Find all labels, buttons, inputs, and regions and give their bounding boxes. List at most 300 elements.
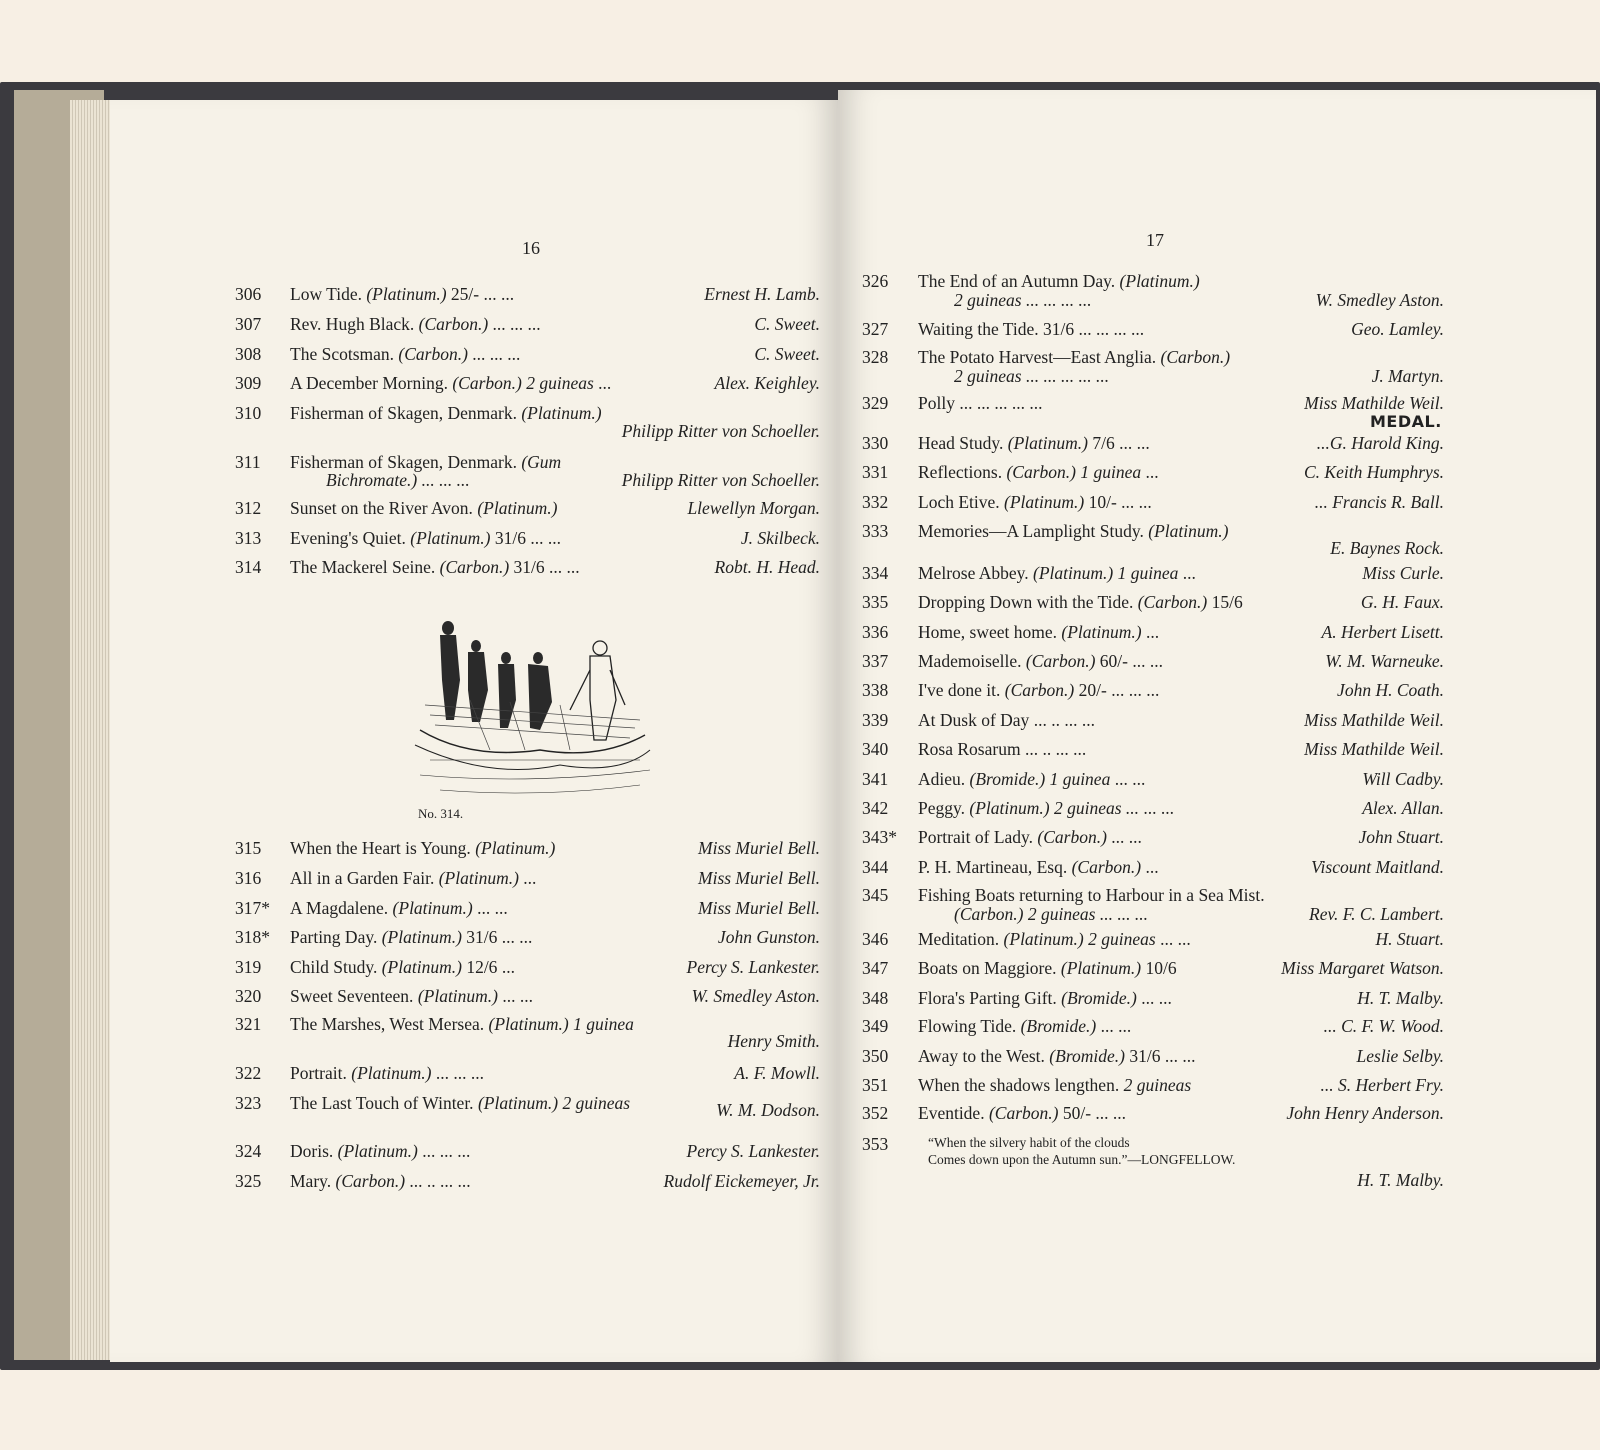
entry-title: Fishing Boats returning to Harbour in a Sea Mist. (918, 885, 1265, 905)
entry-process: (Carbon.) (1006, 462, 1076, 482)
entry-price: 15/6 (1211, 592, 1243, 612)
leader-dots: ... ... (1143, 798, 1175, 818)
entry-process: (Platinum.) (1033, 563, 1114, 583)
entry-title-line (290, 498, 558, 519)
entry-title-line (918, 347, 1230, 368)
entry-number: 308 (235, 344, 262, 364)
entry-number: 345 (862, 885, 889, 905)
entry-author: Miss Mathilde Weil. (1304, 710, 1444, 730)
entry-author: A. Herbert Lisett. (1321, 622, 1444, 642)
entry-process: (Carbon.) (1071, 857, 1142, 877)
entry-title: Parting Day. (290, 927, 378, 947)
entry-price: 10/6 (1145, 958, 1177, 978)
leader-dots: ... (1182, 563, 1196, 583)
entry-price: 1 guinea (1049, 769, 1111, 789)
catalogue-entry (235, 344, 820, 366)
entry-title: Home, sweet home. (918, 622, 1057, 642)
catalogue-entry (235, 284, 820, 306)
entry-number: 329 (862, 393, 889, 413)
leader-dots: ... ... (1160, 929, 1191, 949)
entry-price: 31/6 ... (1043, 319, 1092, 339)
leader-dots: ... ... (1100, 1016, 1132, 1036)
entry-author: Miss Muriel Bell. (698, 898, 820, 918)
entry-title: Head Study. (918, 433, 1004, 453)
leader-dots: ... (1138, 492, 1152, 512)
catalogue-entry (235, 927, 820, 949)
entry-price: 31/6 ... (1129, 1046, 1178, 1066)
entry-author: ... C. F. W. Wood. (1323, 1016, 1444, 1036)
entry-title: Mary. (290, 1171, 332, 1191)
entry-number: 317* (235, 898, 270, 918)
entry-title-line (918, 521, 1228, 542)
entry-title-line (918, 1016, 1131, 1037)
entry-process: (Platinum.) (1004, 492, 1085, 512)
entry-title: Mademoiselle. (918, 651, 1022, 671)
catalogue-entry (235, 957, 820, 979)
entry-title: When the shadows lengthen. (918, 1075, 1120, 1095)
entry-title: Adieu. (918, 769, 966, 789)
entry-title-line (918, 622, 1159, 643)
entry-number: 328 (862, 347, 889, 367)
entry-price: 31/6 (466, 927, 498, 947)
catalogue-entry (862, 347, 1444, 369)
entry-author: G. H. Faux. (1360, 592, 1444, 612)
entry-price: 2 guineas ... (1053, 798, 1140, 818)
catalogue-entry (235, 557, 820, 579)
entry-author: Miss Muriel Bell. (698, 868, 820, 888)
entry-price: 1 guinea (1117, 563, 1179, 583)
entry-number: 315 (235, 838, 262, 858)
entry-process: (Gum (521, 452, 562, 472)
entry-title: Dropping Down with the Tide. (918, 592, 1134, 612)
entry-author: A. F. Mowll. (734, 1063, 820, 1083)
entry-title: The Potato Harvest—East Anglia. (918, 347, 1157, 367)
entry-title-line (290, 403, 602, 424)
entry-title: Evening's Quiet. (290, 528, 406, 548)
entry-title-line (290, 957, 515, 978)
entry-number: 326 (862, 271, 889, 291)
entry-process: (Platinum.) (475, 838, 556, 858)
catalogue-entry (235, 838, 820, 860)
leader-dots: ... ... ... (1111, 680, 1160, 700)
catalogue-entry (862, 319, 1444, 341)
entry-title-line (918, 319, 1144, 340)
entry-author: Will Cadby. (1362, 769, 1444, 789)
entry-author: Miss Mathilde Weil. (1304, 393, 1444, 413)
entry-process: (Carbon.) (452, 373, 522, 393)
entry-number: 337 (862, 651, 889, 671)
catalogue-entry (235, 528, 820, 550)
entry-title-line (918, 988, 1172, 1009)
leader-dots: ... ... (483, 284, 515, 304)
leader-dots: ... ... ... (435, 1063, 484, 1083)
catalogue-entry (862, 827, 1444, 849)
leader-dots: ... ... (530, 528, 561, 548)
entry-process: (Platinum.) (366, 284, 447, 304)
entry-number: 314 (235, 557, 262, 577)
entry-price: 12/6 (466, 957, 498, 977)
entry-author: W. M. Dodson. (716, 1100, 820, 1120)
catalogue-entry (862, 393, 1444, 415)
entry-process: (Bromide.) (1061, 988, 1137, 1008)
entry-process: (Platinum.) (1060, 958, 1142, 978)
entry-title-line (290, 1014, 634, 1035)
entry-title-line (918, 433, 1150, 454)
entry-process: (Platinum.) (381, 927, 462, 947)
entry-title: Waiting the Tide. (918, 319, 1039, 339)
page-number: 17 (1146, 230, 1164, 250)
entry-title-line (918, 1046, 1195, 1067)
entry-number: 313 (235, 528, 262, 548)
entry-author: Rudolf Eickemeyer, Jr. (663, 1171, 820, 1191)
entry-author: W. M. Warneuke. (1325, 651, 1444, 671)
entry-title: Portrait. (290, 1063, 347, 1083)
entry-number: 323 (235, 1093, 262, 1113)
entry-author: Miss Muriel Bell. (698, 838, 820, 858)
entry-author: W. Smedley Aston. (691, 986, 820, 1006)
entry-number: 349 (862, 1016, 889, 1036)
entry-title: A Magdalene. (290, 898, 389, 918)
entry-number: 321 (235, 1014, 262, 1034)
entry-price: 1 guinea (573, 1014, 634, 1034)
entry-number: 331 (862, 462, 889, 482)
leader-dots: ... (501, 957, 515, 977)
catalogue-entry (235, 986, 820, 1008)
entry-number: 320 (235, 986, 262, 1006)
catalogue-entry (235, 1141, 820, 1163)
entry-continuation: Bichromate.) ... ... ... (326, 470, 470, 490)
entry-process: (Carbon.) (1037, 827, 1107, 847)
entry-title: The Mackerel Seine. (290, 557, 436, 577)
entry-number: 319 (235, 957, 262, 977)
entry-title: P. H. Martineau, Esq. (918, 857, 1068, 877)
entry-author: ...G. Harold King. (1316, 433, 1444, 453)
entry-author: Miss Curle. (1362, 563, 1444, 583)
entry-number: 332 (862, 492, 889, 512)
entry-title: Melrose Abbey. (918, 563, 1029, 583)
leader-dots: ... (523, 868, 537, 888)
entry-author: John Stuart. (1358, 827, 1444, 847)
entry-title-line (918, 563, 1196, 584)
entry-author: Philipp Ritter von Schoeller. (621, 421, 820, 441)
leader-dots: ... (1145, 462, 1159, 482)
entry-number: 341 (862, 769, 889, 789)
entry-process: (Carbon.) (335, 1171, 406, 1191)
entry-number: 324 (235, 1141, 262, 1161)
entry-author: C. Sweet. (754, 344, 820, 364)
leader-dots: ... (1145, 622, 1160, 642)
entry-process: (Platinum.) (351, 1063, 432, 1083)
entry-number: 351 (862, 1075, 889, 1095)
entry-process: (Platinum.) (1148, 521, 1229, 541)
entry-title-line (290, 1063, 484, 1084)
leader-dots: ... ... ... (422, 1141, 471, 1161)
entry-author: Henry Smith. (727, 1031, 820, 1051)
entry-process: (Platinum.) (381, 957, 462, 977)
catalogue-entry (862, 798, 1444, 820)
entry-price: ... (409, 1171, 423, 1191)
entry-title-line (918, 857, 1159, 878)
entry-title: At Dusk of Day (918, 710, 1030, 730)
entry-title-line (918, 929, 1191, 950)
entry-author: Miss Margaret Watson. (1281, 958, 1444, 978)
entry-number: 342 (862, 798, 889, 818)
entry-number: 316 (235, 868, 262, 888)
entry-process: (Platinum.) (438, 868, 519, 888)
entry-title-line (918, 798, 1174, 819)
entry-title: The Marshes, West Mersea. (290, 1014, 485, 1034)
entry-price: 10/- ... (1088, 492, 1135, 512)
page-number: 16 (522, 238, 540, 258)
entry-process: (Carbon.) (418, 314, 489, 334)
catalogue-entry (862, 988, 1444, 1010)
leader-dots: ... (1149, 651, 1163, 671)
leader-dots: ... ... (477, 898, 508, 918)
entry-author: Miss Mathilde Weil. (1304, 739, 1444, 759)
entry-price: 25/- (450, 284, 480, 304)
entry-author: Leslie Selby. (1356, 1046, 1444, 1066)
leader-dots: ... ... ... (472, 344, 521, 364)
entry-title: Memories—A Lamplight Study. (918, 521, 1144, 541)
entry-number: 325 (235, 1171, 262, 1191)
entry-title-line (918, 827, 1142, 848)
entry-process: (Platinum.) (521, 403, 602, 423)
entry-number: 343* (862, 827, 897, 847)
entry-process: (Platinum.) (1119, 271, 1200, 291)
entry-number: 318* (235, 927, 270, 947)
entry-title-line (918, 393, 1042, 414)
entry-process: (Carbon.) (439, 557, 510, 577)
entry-title-line (918, 492, 1152, 513)
entry-title: Reflections. (918, 462, 1003, 482)
entry-number: 322 (235, 1063, 262, 1083)
entry-title: Fisherman of Skagen, Denmark. (290, 452, 517, 472)
entry-title: Low Tide. (290, 284, 362, 304)
entry-number: 327 (862, 319, 889, 339)
entry-title: Flora's Parting Gift. (918, 988, 1057, 1008)
entry-author: Percy S. Lankester. (686, 1141, 820, 1161)
entry-title: I've done it. (918, 680, 1001, 700)
entry-continuation: 2 guineas ... ... ... ... ... (954, 366, 1110, 386)
entry-author: Llewellyn Morgan. (687, 498, 820, 518)
catalogue-entry (862, 492, 1444, 514)
entry-title-line (918, 710, 1095, 731)
catalogue-entry (862, 1016, 1444, 1038)
catalogue-entry (235, 314, 820, 336)
entry-title: Eventide. (918, 1103, 985, 1123)
entry-number: 344 (862, 857, 889, 877)
entry-price: 1 guinea (1080, 462, 1142, 482)
catalogue-entry (862, 958, 1444, 980)
entry-price: 20/- (1078, 680, 1107, 700)
entry-continuation: 2 guineas ... ... ... ... (954, 290, 1092, 310)
medal-label: MEDAL. (1370, 412, 1442, 431)
leader-dots: ... ... ... (492, 314, 541, 334)
entry-number: 312 (235, 498, 262, 518)
leader-dots: ... (598, 373, 612, 393)
entry-number: 330 (862, 433, 889, 453)
entry-process: (Platinum.) (392, 898, 473, 918)
leader-dots: ... ... ... (1096, 319, 1145, 339)
entry-title: The Scotsman. (290, 344, 395, 364)
entry-author: Robt. H. Head. (714, 557, 820, 577)
entry-process: (Bromide.) (969, 769, 1046, 789)
entry-process: (Platinum.) (488, 1014, 569, 1034)
entry-author: W. Smedley Aston. (1315, 290, 1444, 310)
entry-author: H. T. Malby. (1357, 988, 1444, 1008)
entry-author: C. Sweet. (754, 314, 820, 334)
entry-number: 311 (235, 452, 261, 472)
entry-process: (Carbon.) (1160, 347, 1231, 367)
entry-title: The End of an Autumn Day. (918, 271, 1116, 291)
catalogue-entry (862, 710, 1444, 732)
leader-dots: ... ... (1111, 827, 1142, 847)
catalogue-entry (235, 868, 820, 890)
entry-author: Geo. Lamley. (1351, 319, 1444, 339)
entry-author: Alex. Keighley. (714, 373, 820, 393)
entry-number: 347 (862, 958, 889, 978)
entry-author: Alex. Allan. (1362, 798, 1444, 818)
entry-title: Loch Etive. (918, 492, 1000, 512)
entry-title-line (918, 1103, 1126, 1124)
entry-title: A December Morning. (290, 373, 448, 393)
entry-number: 352 (862, 1103, 889, 1123)
entry-title-line (918, 651, 1163, 672)
entry-process: (Platinum.) (1061, 622, 1142, 642)
entry-title: Child Study. (290, 957, 378, 977)
entry-price: 2 guineas (526, 373, 594, 393)
entry-number: 338 (862, 680, 889, 700)
catalogue-entry (862, 462, 1444, 484)
entry-author: C. Keith Humphrys. (1304, 462, 1444, 482)
entry-number: 350 (862, 1046, 889, 1066)
entry-process: (Platinum.) (337, 1141, 418, 1161)
entry-process: (Platinum.) (417, 986, 499, 1006)
leader-dots: ... ... (1114, 769, 1146, 789)
entry-process: (Bromide.) (1049, 1046, 1125, 1066)
entry-title-line (290, 314, 541, 335)
catalogue-entry (862, 433, 1444, 455)
catalogue-entry (235, 898, 820, 920)
entry-process: (Carbon.) (1004, 680, 1075, 700)
entry-process: (Platinum.) (477, 498, 558, 518)
quote-line-1: “When the silvery habit of the clouds (928, 1135, 1130, 1150)
left-page (110, 100, 838, 1362)
entry-title-line (290, 986, 533, 1007)
catalogue-entry (862, 680, 1444, 702)
entry-number: 336 (862, 622, 889, 642)
entry-title-line (290, 868, 536, 889)
catalogue-entry (862, 563, 1444, 585)
entry-author: John Gunston. (717, 927, 820, 947)
leader-dots: ... ... (1095, 1103, 1127, 1123)
entry-title-line (290, 838, 555, 859)
entry-price: 7/6 ... (1092, 433, 1133, 453)
entry-number: 346 (862, 929, 889, 949)
entry-title: Rosa Rosarum (918, 739, 1021, 759)
catalogue-entry (862, 1075, 1444, 1097)
leader-dots: ... ... (501, 927, 533, 947)
entry-title-line (918, 1075, 1191, 1096)
entry-title: Sweet Seventeen. (290, 986, 414, 1006)
entry-title-line (918, 680, 1159, 701)
catalogue-entry (862, 1103, 1444, 1125)
entry-number: 334 (862, 563, 889, 583)
entry-number: 309 (235, 373, 262, 393)
entry-author: H. T. Malby. (1357, 1170, 1444, 1190)
entry-process: (Carbon.) (988, 1103, 1059, 1123)
entry-title: Doris. (290, 1141, 334, 1161)
entry-author: ... Francis R. Ball. (1314, 492, 1444, 512)
entry-title: Polly (918, 393, 955, 413)
catalogue-entry (862, 651, 1444, 673)
entry-title-line (918, 769, 1145, 790)
entry-author: ... S. Herbert Fry. (1320, 1075, 1444, 1095)
entry-title: All in a Garden Fair. (290, 868, 435, 888)
catalogue-entry (235, 373, 820, 395)
catalogue-entry (235, 1063, 820, 1085)
entry-title-line (290, 344, 520, 365)
entry-number: 335 (862, 592, 889, 612)
entry-title-line (918, 592, 1243, 613)
entry-number: 310 (235, 403, 262, 423)
catalogue-entry (235, 498, 820, 520)
entry-price: 2 guineas (562, 1093, 631, 1113)
entry-number: 306 (235, 284, 262, 304)
entry-price: 50/- (1062, 1103, 1092, 1123)
entry-author: E. Baynes Rock. (1330, 538, 1444, 558)
leader-dots: ... (566, 557, 580, 577)
entry-title-line (918, 462, 1159, 483)
entry-title: Meditation. (918, 929, 1000, 949)
catalogue-entry (862, 622, 1444, 644)
entry-price: 31/6 ... (513, 557, 563, 577)
entry-title-line (290, 373, 611, 394)
leader-dots: ... .. ... ... (1033, 710, 1095, 730)
entry-author: Ernest H. Lamb. (704, 284, 820, 304)
entry-title-line (290, 557, 580, 578)
entry-title: Fisherman of Skagen, Denmark. (290, 403, 517, 423)
leader-dots: ... ... ... ... ... (959, 393, 1043, 413)
entry-title-line (290, 927, 532, 948)
entry-author: H. Stuart. (1375, 929, 1444, 949)
entry-process: (Carbon.) (1025, 651, 1096, 671)
entry-author: John H. Coath. (1337, 680, 1444, 700)
entry-number: 307 (235, 314, 262, 334)
entry-process: (Carbon.) (1137, 592, 1208, 612)
entry-author: John Henry Anderson. (1286, 1103, 1444, 1123)
entry-title-line (290, 1093, 630, 1114)
entry-title-line (918, 271, 1200, 292)
entry-price: ... (502, 986, 516, 1006)
entry-author: Rev. F. C. Lambert. (1309, 904, 1444, 924)
entry-price: 31/6 (494, 528, 526, 548)
quote-line-2: Comes down upon the Autumn sun.”—LONGFELLOW. (928, 1152, 1236, 1167)
entry-author: J. Martyn. (1371, 366, 1444, 386)
leader-dots: ... (1182, 1046, 1196, 1066)
mackerel-seine-illustration (410, 610, 660, 810)
leader-dots: ... (1136, 433, 1150, 453)
entry-process: (Platinum.) (969, 798, 1050, 818)
entry-title: Sunset on the River Avon. (290, 498, 473, 518)
entry-title-line (290, 1171, 471, 1192)
entry-process: (Platinum.) (410, 528, 491, 548)
leader-dots: .. ... ... (426, 1171, 471, 1191)
leader-dots: ... (519, 986, 534, 1006)
entry-title: Boats on Maggiore. (918, 958, 1057, 978)
entry-title: When the Heart is Young. (290, 838, 471, 858)
catalogue-entry (862, 929, 1444, 951)
